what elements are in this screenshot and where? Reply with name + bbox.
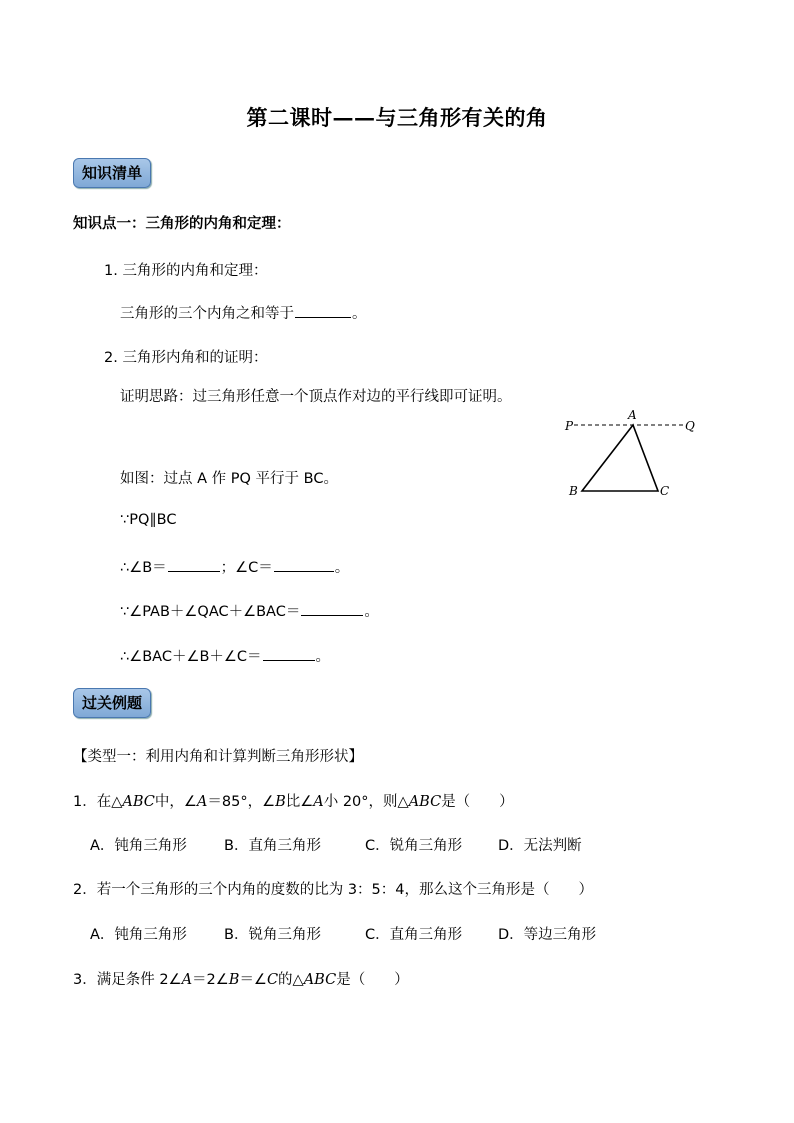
q3-text: ＝2∠ bbox=[192, 972, 229, 988]
label-a: A bbox=[628, 408, 637, 422]
type-heading: 【类型一：利用内角和计算判断三角形形状】 bbox=[73, 749, 363, 765]
q1-var: B bbox=[275, 794, 286, 810]
q1-var: A bbox=[196, 794, 208, 810]
item2-label: 2. 三角形内角和的证明： bbox=[104, 350, 268, 366]
question-3 bbox=[73, 968, 409, 989]
knowledge-point-heading: 知识点一：三角形的内角和定理： bbox=[73, 216, 291, 232]
answer-blank[interactable] bbox=[263, 646, 315, 661]
q3-text: ＝∠ bbox=[239, 972, 267, 988]
question-2: 2．若一个三角形的三个内角的度数的比为 3：5：4，那么这个三角形是（ ） bbox=[73, 882, 594, 898]
q2-option-b[interactable]: B．锐角三角形 bbox=[224, 927, 321, 943]
triangle-abc bbox=[582, 425, 658, 491]
q3-var: B bbox=[228, 972, 240, 988]
question-1 bbox=[73, 790, 514, 811]
q1-var: A bbox=[313, 794, 324, 810]
q2-option-a[interactable]: A．钝角三角形 bbox=[90, 927, 187, 943]
q1-var: ABC bbox=[408, 794, 442, 810]
q1-text: ＝85°，∠ bbox=[207, 794, 276, 810]
q1-option-b[interactable]: B．直角三角形 bbox=[224, 838, 321, 854]
proof-idea: 证明思路：过三角形任意一个顶点作对边的平行线即可证明。 bbox=[120, 389, 512, 405]
therefore1-end: 。 bbox=[334, 560, 350, 576]
therefore1-text: ∴∠B＝ bbox=[120, 560, 167, 576]
q3-text: 是（ ） bbox=[336, 972, 409, 988]
therefore1-sep: ；∠C＝ bbox=[220, 560, 273, 576]
item1-label: 1. 三角形的内角和定理： bbox=[104, 263, 268, 279]
q1-text: 中，∠ bbox=[154, 794, 197, 810]
label-p: P bbox=[565, 419, 574, 433]
q1-var: ABC bbox=[122, 794, 155, 810]
item1-text: 三角形的三个内角之和等于 bbox=[120, 306, 294, 322]
q3-text: 的△ bbox=[278, 972, 304, 988]
item1-end: 。 bbox=[352, 306, 367, 322]
q1-option-d[interactable]: D．无法判断 bbox=[498, 838, 582, 854]
q1-text: 是（ ） bbox=[441, 794, 514, 810]
therefore2-text: ∴∠BAC＋∠B＋∠C＝ bbox=[120, 649, 262, 665]
q1-option-c[interactable]: C．锐角三角形 bbox=[365, 838, 463, 854]
q2-option-d[interactable]: D．等边三角形 bbox=[498, 927, 597, 943]
q2-option-c[interactable]: C．直角三角形 bbox=[365, 927, 463, 943]
q3-var: ABC bbox=[303, 972, 337, 988]
answer-blank[interactable] bbox=[274, 557, 334, 572]
q1-text: 比∠ bbox=[285, 794, 314, 810]
q1-text: 1．在△ bbox=[73, 794, 123, 810]
page-title: 第二课时——与三角形有关的角 bbox=[246, 105, 548, 130]
figure-intro: 如图：过点 A 作 PQ 平行于 BC。 bbox=[120, 471, 338, 487]
because2-end: 。 bbox=[364, 604, 379, 620]
therefore-statement-2 bbox=[120, 645, 330, 666]
label-b: B bbox=[569, 484, 578, 498]
answer-blank[interactable] bbox=[168, 557, 220, 572]
because2-text: ∵∠PAB＋∠QAC＋∠BAC＝ bbox=[120, 604, 301, 620]
because-statement-2 bbox=[120, 600, 379, 621]
therefore-statement-1 bbox=[120, 556, 349, 577]
because-statement-1: ∵PQ∥BC bbox=[120, 512, 177, 528]
section-badge-examples: 过关例题 bbox=[73, 688, 151, 718]
section-badge-knowledge: 知识清单 bbox=[73, 158, 151, 188]
answer-blank[interactable] bbox=[295, 303, 351, 318]
label-c: C bbox=[660, 484, 670, 498]
q3-text: 3．满足条件 2∠ bbox=[73, 972, 182, 988]
triangle-figure bbox=[560, 405, 710, 500]
item1-statement bbox=[120, 302, 367, 323]
q1-text: 小 20°，则△ bbox=[323, 794, 409, 810]
q3-var: C bbox=[266, 972, 279, 988]
therefore2-end: 。 bbox=[315, 649, 331, 665]
q1-option-a[interactable]: A．钝角三角形 bbox=[90, 838, 187, 854]
label-q: Q bbox=[685, 419, 695, 433]
q3-var: A bbox=[181, 972, 193, 988]
answer-blank[interactable] bbox=[301, 601, 363, 616]
